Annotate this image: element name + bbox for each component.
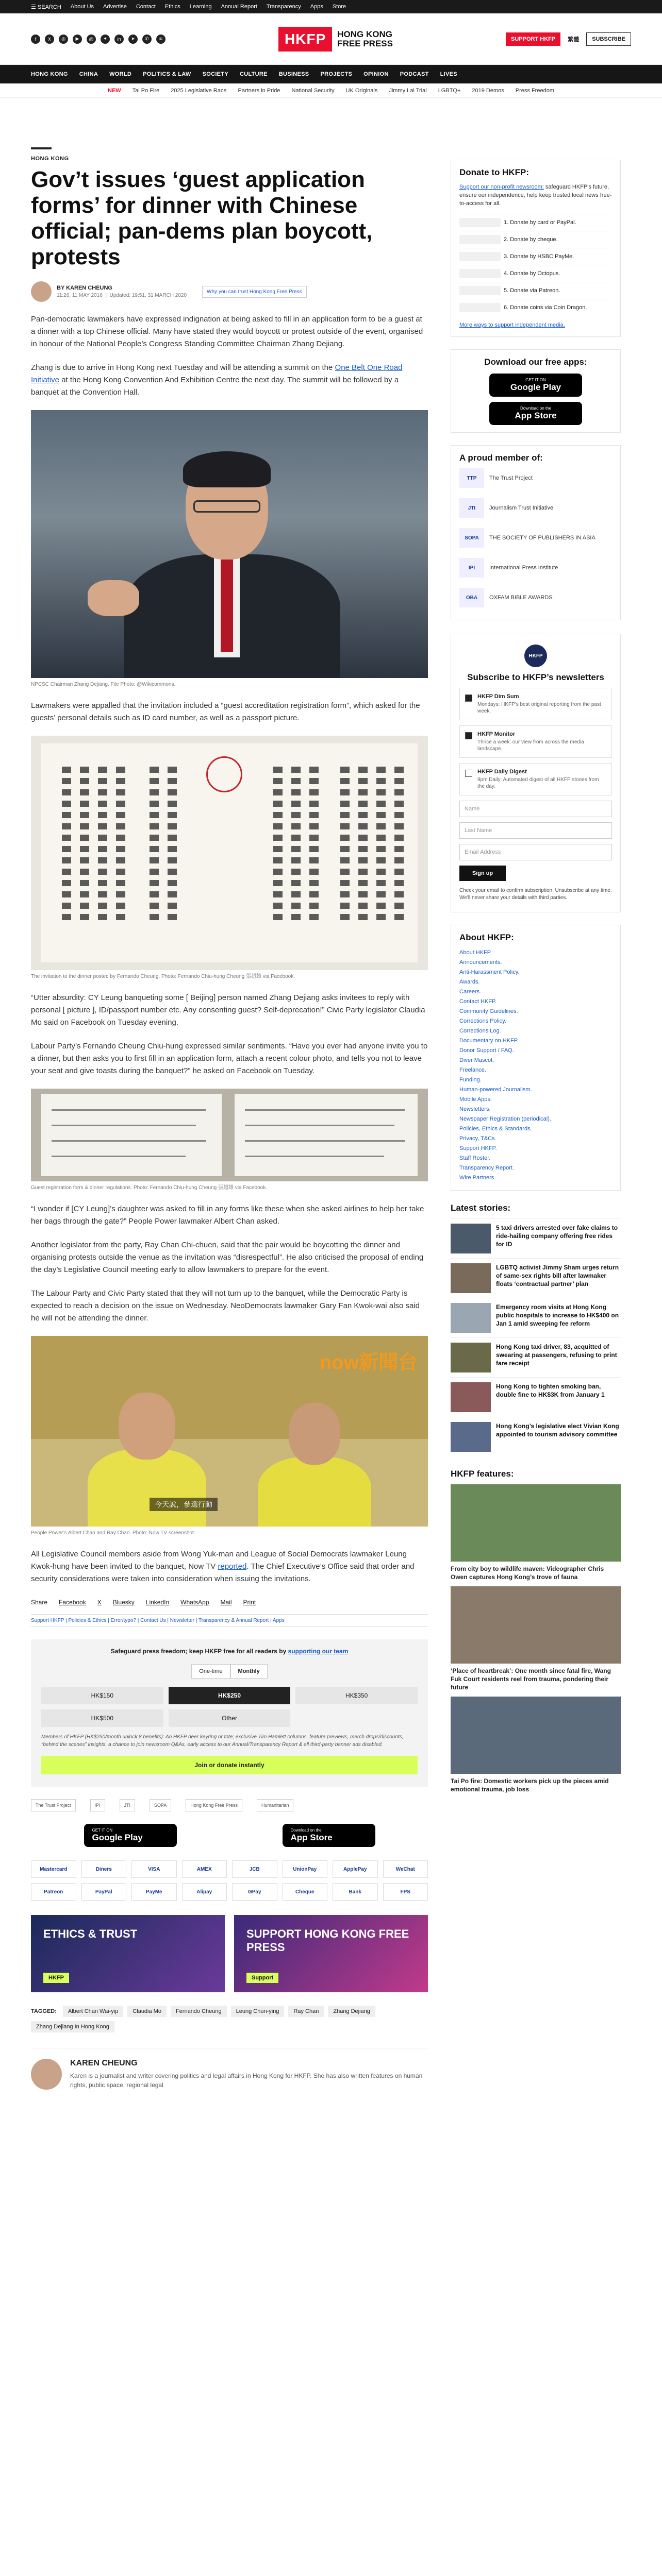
share-linkedin[interactable]: LinkedIn	[145, 1599, 170, 1606]
trending-link[interactable]: LGBTQ+	[438, 87, 461, 94]
share-x[interactable]: X	[97, 1599, 102, 1606]
donate-method[interactable]: 5. Donate via Patreon.	[459, 282, 612, 299]
about-link[interactable]: Corrections Log.	[459, 1028, 501, 1034]
story-item[interactable]: Hong Kong to tighten smoking ban, double fine to HK$3K from January 1	[451, 1377, 621, 1417]
newsletter-option[interactable]: HKFP Dim Sum Mondays: HKFP's best original reporting from the past week.	[459, 688, 612, 720]
tag[interactable]: Ray Chan	[288, 2006, 324, 2017]
share-facebook[interactable]: Facebook	[59, 1599, 86, 1606]
nav-item-culture[interactable]: CULTURE	[239, 71, 268, 77]
author-name[interactable]: KAREN CHEUNG	[70, 2059, 138, 2067]
feature-item[interactable]: From city boy to wildlife maven: Videographer Chris Owen captures Hong Kong’s trove of fauna	[451, 1484, 621, 1581]
tag[interactable]: Zhang Dejiang	[328, 2006, 375, 2017]
about-link[interactable]: Wire Partners.	[459, 1175, 496, 1181]
frequency-toggle	[41, 1664, 418, 1679]
share-label: Share	[31, 1599, 48, 1606]
story-item[interactable]: Hong Kong’s legislative elect Vivian Kong appointed to tourism advisory committee	[451, 1417, 621, 1456]
about-link[interactable]: Anti-Harassment Policy.	[459, 969, 520, 975]
features-title: HKFP features:	[451, 1469, 514, 1479]
google-play-button[interactable]: GET IT ON Google Play	[489, 374, 582, 397]
member-org[interactable]: IPI International Press Institute	[459, 553, 612, 583]
utility-link-contact[interactable]: Contact	[136, 4, 156, 10]
social-links	[31, 35, 166, 44]
instagram-icon[interactable]: ◎	[59, 35, 68, 44]
member-org[interactable]: OBA OXFAM BIBLE AWARDS	[459, 583, 612, 613]
nav-item-hong-kong[interactable]: HONG KONG	[31, 71, 68, 77]
title-rule	[31, 147, 52, 149]
author-avatar[interactable]	[31, 2059, 62, 2090]
trending-bar	[0, 83, 662, 98]
figure-forms	[31, 1089, 428, 1192]
utility-link-ethics[interactable]: Ethics	[164, 4, 180, 10]
apps-panel	[451, 349, 621, 433]
utility-link-learning[interactable]: Learning	[189, 4, 212, 10]
about-link[interactable]: Newsletters.	[459, 1106, 491, 1112]
app-store-button[interactable]: Download on the App Store	[283, 1824, 375, 1847]
policy-links[interactable]: Support HKFP | Policies & Ethics | Error/typo? | Contact Us | Newsletter | Transparency & Annual Report | Apps	[31, 1614, 428, 1627]
about-link[interactable]: About HKFP.	[459, 950, 492, 956]
tag[interactable]: Leung Chun-ying	[231, 2006, 285, 2017]
about-link[interactable]: Policies, Ethics & Standards.	[459, 1126, 532, 1132]
figure-zhang	[31, 410, 428, 688]
story-item[interactable]: LGBTQ activist Jimmy Sham urges return of same-sex rights bill after lawmaker floats ‘contractual partner’ plan	[451, 1258, 621, 1298]
search-button[interactable]: ☰ SEARCH	[31, 4, 61, 10]
app-store-buttons	[31, 1824, 428, 1847]
donate-title: Donate to HKFP:	[459, 167, 529, 177]
trending-link[interactable]: National Security	[291, 87, 335, 94]
reported-link[interactable]: reported	[218, 1562, 247, 1571]
updated-date: Updated: 19:51, 31 MARCH 2020	[109, 293, 187, 298]
trending-link[interactable]: Jimmy Lai Trial	[389, 87, 427, 94]
amount-option[interactable]: Other	[169, 1709, 291, 1727]
publish-date: 11:26, 11 MAY 2016	[57, 293, 103, 298]
member-org[interactable]: TTP The Trust Project	[459, 463, 612, 493]
about-link[interactable]: Support HKFP.	[459, 1145, 497, 1151]
about-link[interactable]: Contact HKFP.	[459, 998, 496, 1005]
member-org[interactable]: JTI Journalism Trust Initiative	[459, 493, 612, 523]
trending-link[interactable]: Tai Po Fire	[132, 87, 160, 94]
support-team-link[interactable]: supporting our team	[288, 1648, 349, 1655]
whatsapp-icon[interactable]: ✆	[142, 35, 152, 44]
tag[interactable]: Fernando Cheung	[171, 2006, 227, 2017]
utility-bar	[0, 0, 662, 13]
utility-link-store[interactable]: Store	[332, 4, 346, 10]
payment-bank[interactable]: Bank	[333, 1883, 378, 1901]
newsletter-note: Check your email to confirm subscription. Unsubscribe at any time. We'll never share your details with third parties.	[459, 888, 612, 901]
nav-item-opinion[interactable]: OPINION	[363, 71, 389, 77]
donate-panel: Donate to HKFP: Support our non-profit newsroom: safeguard HKFP's future, ensure our independence, help keep trusted local news free-to-access for all. 1. Donate by card or PayPal. 2. Donate by cheque. 3. Donate by HSBC PayMe. 4. Donate by Octopus. 5. Donate via Patreon. 6. Donate coins via Coin Dragon. More ways to support independent media.	[451, 160, 621, 337]
hkfp-badge-icon: HKFP	[524, 645, 547, 667]
trust-link[interactable]: Why you can trust Hong Kong Free Press	[202, 286, 307, 298]
caption: People Power’s Albert Chan and Ray Chan. Photo: Now TV screenshot.	[31, 1530, 195, 1536]
paragraph: Lawmakers were appalled that the invitation included a “guest accreditation registration form”, which asked for the guests’ personal details such as ID card number, as well as a passport picture.	[31, 701, 420, 722]
about-link[interactable]: Funding.	[459, 1077, 482, 1083]
article-title: Gov’t issues ‘guest application forms’ for dinner with Chinese official; pan-dems plan boycott, protests	[31, 167, 373, 269]
app-store-button[interactable]: Download on the App Store	[489, 402, 582, 425]
payment-unionpay[interactable]: UnionPay	[283, 1860, 328, 1878]
checkbox-icon[interactable]	[465, 770, 472, 777]
sign-up-button[interactable]: Sign up	[459, 866, 506, 881]
feature-item[interactable]: Tai Po fire: Domestic workers pick up the pieces amid emotional trauma, job loss	[451, 1697, 621, 1793]
share-mail[interactable]: Mail	[220, 1599, 232, 1606]
telegram-icon[interactable]: ➤	[128, 35, 138, 44]
tag[interactable]: Zhang Dejiang In Hong Kong	[31, 2021, 114, 2032]
tag-list	[31, 2006, 428, 2032]
about-title: About HKFP:	[459, 933, 514, 942]
payment-visa[interactable]: VISA	[131, 1860, 177, 1878]
donate-method[interactable]: 6. Donate coins via Coin Dragon.	[459, 299, 612, 316]
paragraph: Pan-democratic lawmakers have expressed indignation at being asked to fill in an application form to be a guest at a dinner with a top Chinese official. Many have stated they would boycott or protest outside of the event, organised in honour of the National People’s Congress Standing Committee Chairman Zhang Dejiang.	[31, 315, 423, 348]
partner-logo[interactable]: Hong Kong Free Press	[186, 1799, 242, 1811]
payment-payme[interactable]: PayMe	[131, 1883, 177, 1901]
trending-label: NEW	[108, 87, 121, 94]
member-panel	[451, 445, 621, 620]
monthly-option[interactable]: Monthly	[230, 1664, 268, 1679]
nav-item-podcast[interactable]: PODCAST	[400, 71, 429, 77]
invitation-photo	[31, 736, 428, 970]
threads-icon[interactable]: @	[87, 35, 96, 44]
support-newsroom-link[interactable]: Support our non-profit newsroom:	[459, 184, 544, 190]
main-nav	[0, 65, 662, 83]
google-play-button[interactable]: GET IT ON Google Play	[84, 1824, 177, 1847]
latest-title: Latest stories:	[451, 1203, 511, 1213]
last-name-input[interactable]: Last Name	[459, 822, 612, 839]
about-panel	[451, 925, 621, 1191]
trending-link[interactable]: Partners in Pride	[238, 87, 280, 94]
press-conference-photo	[31, 1336, 428, 1527]
about-link[interactable]: Staff Roster.	[459, 1155, 491, 1161]
paragraph: Zhang is due to arrive in Hong Kong next Tuesday and will be attending a summit on the One Belt One Road Initiative at the Hong Kong Convention And Exhibition Centre the next day. The summit will be followed by a banquet at the Convention Hall.	[31, 363, 403, 397]
caption: The invitation to the dinner posted by Fernando Cheung. Photo: Fernando Chiu-hung Cheung 張超雄 via Facebook.	[31, 974, 295, 979]
tags-label: TAGGED:	[31, 2008, 57, 2014]
payment-methods	[31, 1860, 428, 1901]
amount-option-selected[interactable]: HK$250	[169, 1687, 291, 1704]
newsletter-option[interactable]: HKFP Monitor Thrice a week: our view from across the media landscape.	[459, 725, 612, 758]
author-link[interactable]: KAREN CHEUNG	[66, 285, 112, 291]
byline: BY KAREN CHEUNG 11:26, 11 MAY 2016 | Updated: 19:51, 31 MARCH 2020 Why you can trust Hong Kong Free Press	[31, 281, 428, 302]
about-link[interactable]: Human-powered Journalism.	[459, 1087, 532, 1093]
nav-item-projects[interactable]: PROJECTS	[320, 71, 353, 77]
membership-note: Members of HKFP (HK$250/month unlock 8 benefits): An HKFP deer keyring or tote; exclusive Tim Hamlett columns, feature previews, merch drops/discounts, “behind the scenes” insights, a chance to join newsroom Q&As, early access to our Annual/Transparency Report & all third-party banner ads disabled.	[41, 1734, 404, 1748]
caption: Guest registration form & dinner regulations. Photo: Fernando Chiu-hung Cheung 張超雄 via Facebook.	[31, 1185, 268, 1191]
site-logo[interactable]: HKFP HONG KONG FREE PRESS	[166, 27, 506, 52]
paragraph: Another legislator from the party, Ray Chan Chi-chuen, said that the pair would be boycotting the dinner and organising protests outside the venue as the invitation was “disrespectful”. He also criticised the proposal of ending the day’s Legislative Council meeting early to allow lawmakers to prepare for the event.	[31, 1241, 424, 1274]
features-panel	[451, 1469, 621, 1793]
youtube-icon[interactable]: ▶	[73, 35, 82, 44]
payment-mastercard[interactable]: Mastercard	[31, 1860, 76, 1878]
tag[interactable]: Albert Chan Wai-yip	[63, 2006, 123, 2017]
about-link[interactable]: Announcements.	[459, 959, 502, 965]
support-hkfp-banner[interactable]: SUPPORT HONG KONG FREE PRESS Support	[234, 1915, 428, 1992]
article	[31, 118, 428, 2090]
paragraph: All Legislative Council members aside from Wong Yuk-man and League of Social Democrats lawmaker Leung Kwok-hung have been invited to the banquet, Now TV reported. The Chief Executive’s Office said that order and security considerations were taken into consideration when issuing the invitations.	[31, 1550, 415, 1583]
member-title: A proud member of:	[459, 453, 543, 463]
partner-logo[interactable]: Humanitarian	[257, 1799, 294, 1811]
newsletter-title: Subscribe to HKFP’s newsletters	[467, 672, 604, 682]
nav-item-politics[interactable]: POLITICS & LAW	[143, 71, 191, 77]
paragraph: Labour Party’s Fernando Cheung Chiu-hung expressed similar sentiments. “Have you ever had anyone invite you to a dinner, but then asks you to first fill in an application form, attach a recent colour photo, and tells you not to leave your seat and give toasts during the banquet?” he asked on Facebook on Tuesday.	[31, 1042, 428, 1075]
now-tv-logo: now新聞台	[320, 1352, 418, 1374]
amount-option[interactable]: HK$350	[295, 1687, 418, 1704]
registration-form-photo	[31, 1089, 428, 1181]
nav-item-business[interactable]: BUSINESS	[278, 71, 309, 77]
about-link[interactable]: Mobile Apps.	[459, 1096, 492, 1103]
nav-item-china[interactable]: CHINA	[79, 71, 98, 77]
latest-stories	[451, 1203, 621, 1456]
member-org[interactable]: SOPA THE SOCIETY OF PUBLISHERS IN ASIA	[459, 523, 612, 553]
about-link[interactable]: About Us	[70, 4, 94, 10]
utility-link-advertise[interactable]: Advertise	[103, 4, 127, 10]
payment-wechat[interactable]: WeChat	[383, 1860, 428, 1878]
zhang-dejiang-photo	[31, 410, 428, 678]
payment-patreon[interactable]: Patreon	[31, 1883, 76, 1901]
subscribe-button[interactable]: SUBSCRIBE	[586, 32, 631, 46]
about-links	[459, 948, 612, 1183]
author-bio-text: Karen is a journalist and writer covering politics and legal affairs in Hong Kong for HKFP. She has also written features on human rights, public space, regional legal	[70, 2072, 423, 2089]
amount-options	[41, 1687, 418, 1727]
amount-option[interactable]: HK$150	[41, 1687, 163, 1704]
sidebar	[451, 118, 621, 2090]
payment-alipay[interactable]: Alipay	[182, 1883, 227, 1901]
checkbox-checked-icon[interactable]	[465, 732, 472, 739]
trending-link[interactable]: Press Freedom	[515, 87, 554, 94]
payment-fps[interactable]: FPS	[383, 1883, 428, 1901]
share-print[interactable]: Print	[243, 1599, 256, 1606]
newsletter-option[interactable]: HKFP Daily Digest 9pm Daily: Automated digest of all HKFP stories from the day.	[459, 763, 612, 795]
newsletter-signup	[451, 634, 621, 912]
trending-link[interactable]: 2019 Demos	[472, 87, 504, 94]
tv-subtitle: 今天說，參選行動	[150, 1498, 218, 1511]
payment-paypal[interactable]: PayPal	[81, 1883, 127, 1901]
caption: NPCSC Chairman Zhang Dejiang. File Photo: @Wikicommons.	[31, 682, 176, 687]
facebook-icon[interactable]: f	[31, 35, 40, 44]
share-bar	[31, 1599, 428, 1606]
payment-applepay[interactable]: ApplePay	[333, 1860, 378, 1878]
checkbox-checked-icon[interactable]	[465, 694, 472, 702]
figure-invitation	[31, 736, 428, 980]
story-item[interactable]: Emergency room visits at Hong Kong public hospitals to increase to HK$400 on Jan 1 amid sweeping fee reform	[451, 1298, 621, 1337]
support-hkfp-button[interactable]: SUPPORT HKFP	[506, 32, 560, 46]
nav-item-world[interactable]: WORLD	[109, 71, 132, 77]
payment-jcb[interactable]: JCB	[232, 1860, 277, 1878]
trending-link[interactable]: UK Originals	[345, 87, 378, 94]
partner-logos	[31, 1799, 428, 1811]
linkedin-icon[interactable]: in	[114, 35, 124, 44]
email-input[interactable]: Email Address	[459, 844, 612, 860]
about-link[interactable]: Careers.	[459, 989, 482, 995]
nav-item-society[interactable]: SOCIETY	[202, 71, 228, 77]
about-link[interactable]: Community Guidelines.	[459, 1008, 518, 1014]
trending-link[interactable]: 2025 Legislative Race	[171, 87, 227, 94]
author-bio	[31, 2048, 428, 2090]
figure-press	[31, 1336, 428, 1537]
payment-cheque[interactable]: Cheque	[283, 1883, 328, 1901]
paragraph: “Utter absurdity: CY Leung banqueting some [ Beijing] person named Zhang Dejiang asks invitees to reply with personal [ picture ], ID/passport number etc. Any consenting guest? Self-deprecation!” Civic Party legislator Claudia Mo said on Facebook on Tuesday evening.	[31, 993, 425, 1027]
author-avatar[interactable]	[31, 281, 52, 302]
paragraph: The Labour Party and Civic Party stated that they will not turn up to the banquet, while the Democratic Party is expected to reach a decision on the issue on Wednesday. NeoDemocrats lawmaker Gary Fan Kwok-wai also said he will not be attending the dinner.	[31, 1289, 420, 1323]
payment-gpay[interactable]: GPay	[232, 1883, 277, 1901]
utility-link-annual-report[interactable]: Annual Report	[221, 4, 257, 10]
donate-method[interactable]: 2. Donate by cheque.	[459, 231, 612, 248]
payment-diners[interactable]: Diners	[81, 1860, 127, 1878]
amount-option[interactable]: HK$500	[41, 1709, 163, 1727]
share-whatsapp[interactable]: WhatsApp	[180, 1599, 209, 1606]
ethics-trust-banner[interactable]: ETHICS & TRUST HKFP	[31, 1915, 225, 1992]
name-input[interactable]: Name	[459, 801, 612, 817]
about-link[interactable]: Awards.	[459, 979, 480, 985]
one-time-option[interactable]: One-time	[191, 1664, 230, 1679]
donate-method[interactable]: 4. Donate by Octopus.	[459, 265, 612, 282]
nav-item-lives[interactable]: LIVES	[440, 71, 457, 77]
site-header	[0, 13, 662, 65]
rss-icon[interactable]: ≋	[156, 35, 166, 44]
donate-method[interactable]: 1. Donate by card or PayPal.	[459, 214, 612, 231]
bluesky-icon[interactable]: ✦	[101, 35, 110, 44]
apps-title: Download our free apps:	[484, 357, 587, 367]
partner-logo[interactable]: IPI	[90, 1799, 105, 1811]
utility-link-apps[interactable]: Apps	[310, 4, 323, 10]
utility-link-transparency[interactable]: Transparency	[266, 4, 301, 10]
about-link[interactable]: Donor Support / FAQ.	[459, 1047, 514, 1054]
about-link[interactable]: Privacy, T&Cs.	[459, 1136, 496, 1142]
feature-item[interactable]: ‘Place of heartbreak’: One month since fatal fire, Wang Fuk Court residents reel from trauma, pondering their future	[451, 1586, 621, 1691]
article-kicker[interactable]: HONG KONG	[31, 156, 69, 162]
about-link[interactable]: Corrections Policy.	[459, 1018, 506, 1024]
share-bluesky[interactable]: Bluesky	[112, 1599, 135, 1606]
about-link[interactable]: Newspaper Registration (periodical).	[459, 1116, 551, 1122]
more-ways-link[interactable]: More ways to support independent media.	[459, 322, 565, 328]
join-donate-button[interactable]: Join or donate instantly	[41, 1756, 418, 1774]
story-item[interactable]: 5 taxi drivers arrested over fake claims to ride-hailing company offering free rides for ID	[451, 1218, 621, 1258]
about-link[interactable]: Transparency Report.	[459, 1165, 514, 1171]
payment-amex[interactable]: AMEX	[182, 1860, 227, 1878]
about-link[interactable]: Diver Mascot.	[459, 1057, 494, 1063]
partner-logo[interactable]: JTI	[120, 1799, 136, 1811]
partner-logo[interactable]: The Trust Project	[31, 1799, 76, 1811]
paragraph: “I wonder if [CY Leung]’s daughter was asked to fill in any forms like these when she asked airlines to help her take her bags through the gate?” People Power lawmaker Albert Chan asked.	[31, 1205, 424, 1226]
promo-banners	[31, 1915, 428, 1992]
tag[interactable]: Claudia Mo	[127, 2006, 167, 2017]
x-icon[interactable]: X	[45, 35, 54, 44]
obor-link[interactable]: One Belt One Road Initiative	[31, 363, 403, 384]
partner-logo[interactable]: SOPA	[150, 1799, 171, 1811]
language-switch[interactable]: 繁體	[568, 36, 580, 43]
donate-method[interactable]: 3. Donate by HSBC PayMe.	[459, 248, 612, 265]
donate-methods	[459, 214, 612, 316]
story-item[interactable]: Hong Kong taxi driver, 83, acquitted of swearing at passengers, refusing to print fare receipt	[451, 1337, 621, 1377]
donate-widget: Safeguard press freedom; keep HKFP free for all readers by supporting our team One-time Monthly HK$150 HK$250 HK$350 HK$500 Other Members of HKFP (HK$250/month unlock 8 benefits): An HKFP deer keyring or tote; exclusive Tim Hamlett columns, feature previews, merch drops/discounts, “behind the scenes” insights, a chance to join newsroom Q&As, early access to our Annual/Transparency Report & all third-party banner ads disabled. Join or donate instantly	[31, 1639, 428, 1787]
about-link[interactable]: Freelance.	[459, 1067, 486, 1073]
about-link[interactable]: Documentary on HKFP.	[459, 1038, 519, 1044]
